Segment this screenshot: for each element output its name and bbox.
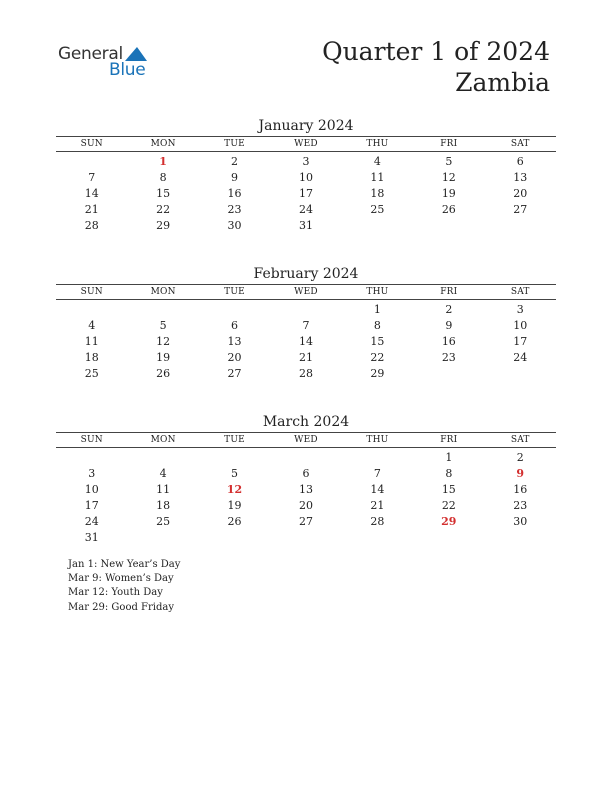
- day-cell: 30: [513, 514, 528, 528]
- day-cell: 4: [88, 318, 96, 332]
- day-cell: 6: [302, 466, 310, 480]
- weekday-label: WED: [294, 435, 318, 445]
- week-row: [56, 465, 556, 481]
- logo: [58, 44, 168, 84]
- day-cell: 6: [231, 318, 239, 332]
- logo-flag-icon: [125, 47, 147, 61]
- day-cell: 29: [156, 218, 171, 232]
- month-january: [56, 116, 556, 233]
- day-cell: 3: [88, 466, 96, 480]
- day-cell: 12: [441, 170, 456, 184]
- day-cell: 27: [227, 366, 242, 380]
- day-cell: 26: [156, 366, 171, 380]
- day-cell: 8: [445, 466, 453, 480]
- day-cell: 1: [445, 450, 453, 464]
- day-cell: 3: [302, 154, 310, 168]
- day-cell: 25: [370, 202, 385, 216]
- day-cell: 24: [84, 514, 99, 528]
- day-cell: 4: [373, 154, 381, 168]
- week-row: [56, 217, 556, 233]
- day-cell: 11: [370, 170, 385, 184]
- month-march: [56, 412, 556, 545]
- day-cell: 31: [298, 218, 313, 232]
- day-cell: 17: [513, 334, 528, 348]
- day-cell: 26: [227, 514, 242, 528]
- day-cell: 7: [302, 318, 310, 332]
- day-cell: 13: [227, 334, 242, 348]
- day-cell: 2: [231, 154, 239, 168]
- weekday-label: TUE: [224, 435, 245, 445]
- day-cell: 16: [227, 186, 242, 200]
- weekday-label: FRI: [440, 435, 458, 445]
- week-row: [56, 185, 556, 201]
- day-cell: 10: [298, 170, 313, 184]
- day-cell: 6: [516, 154, 524, 168]
- day-cell: 15: [441, 482, 456, 496]
- day-cell: 7: [88, 170, 96, 184]
- day-cell: 22: [441, 498, 456, 512]
- month-title: March 2024: [262, 414, 350, 430]
- day-cell: 1: [159, 154, 167, 168]
- day-cell: 19: [156, 350, 171, 364]
- weekday-label: FRI: [440, 139, 458, 149]
- day-cell: 13: [298, 482, 313, 496]
- day-cell: 9: [516, 466, 525, 480]
- day-cell: 12: [156, 334, 171, 348]
- day-cell: 21: [298, 350, 313, 364]
- day-cell: 24: [513, 350, 528, 364]
- day-cell: 3: [516, 302, 524, 316]
- day-cell: 8: [159, 170, 167, 184]
- week-row: [56, 333, 556, 349]
- weekday-header: [56, 136, 556, 152]
- day-cell: 26: [441, 202, 456, 216]
- day-cell: 28: [370, 514, 385, 528]
- day-cell: 20: [298, 498, 313, 512]
- day-cell: 20: [513, 186, 528, 200]
- day-cell: 20: [227, 350, 242, 364]
- month-february: [56, 264, 556, 381]
- day-cell: 10: [84, 482, 99, 496]
- day-cell: 31: [84, 530, 99, 544]
- day-cell: 23: [513, 498, 528, 512]
- holiday-item: Mar 29: Good Friday: [68, 601, 174, 613]
- day-cell: 23: [441, 350, 456, 364]
- day-cell: 27: [298, 514, 313, 528]
- weekday-label: SUN: [80, 435, 103, 445]
- month-title: February 2024: [253, 266, 359, 282]
- day-cell: 30: [227, 218, 242, 232]
- day-cell: 14: [84, 186, 99, 200]
- day-cell: 8: [373, 318, 381, 332]
- logo-text-general: General: [58, 44, 123, 64]
- month-grid: [56, 300, 556, 381]
- month-title: January 2024: [258, 118, 354, 134]
- holiday-item: Mar 9: Women’s Day: [68, 573, 174, 585]
- week-row: [56, 449, 556, 465]
- weekday-label: WED: [294, 139, 318, 149]
- weekday-label: FRI: [440, 287, 458, 297]
- weekday-label: SUN: [80, 139, 103, 149]
- page-title: [322, 36, 550, 98]
- month-grid: [56, 448, 556, 545]
- holiday-item: Mar 12: Youth Day: [68, 587, 163, 599]
- weekday-label: SAT: [510, 287, 530, 297]
- logo-text-blue: Blue: [109, 60, 146, 80]
- week-row: [56, 349, 556, 365]
- day-cell: 22: [370, 350, 385, 364]
- weekday-label: THU: [366, 435, 389, 445]
- week-row: [56, 201, 556, 217]
- week-row: [56, 481, 556, 497]
- weekday-label: MON: [150, 435, 176, 445]
- day-cell: 14: [370, 482, 385, 496]
- day-cell: 25: [84, 366, 99, 380]
- day-cell: 7: [373, 466, 381, 480]
- day-cell: 1: [373, 302, 381, 316]
- weekday-label: TUE: [224, 287, 245, 297]
- week-row: [56, 317, 556, 333]
- day-cell: 2: [445, 302, 453, 316]
- day-cell: 12: [226, 482, 243, 496]
- day-cell: 17: [84, 498, 99, 512]
- day-cell: 22: [156, 202, 171, 216]
- day-cell: 27: [513, 202, 528, 216]
- weekday-label: SUN: [80, 287, 103, 297]
- day-cell: 5: [231, 466, 239, 480]
- week-row: [56, 153, 556, 169]
- day-cell: 15: [370, 334, 385, 348]
- weekday-label: TUE: [224, 139, 245, 149]
- week-row: [56, 301, 556, 317]
- day-cell: 16: [441, 334, 456, 348]
- day-cell: 29: [370, 366, 385, 380]
- day-cell: 17: [298, 186, 313, 200]
- day-cell: 18: [156, 498, 171, 512]
- day-cell: 18: [370, 186, 385, 200]
- title-quarter: Quarter 1 of 2024: [322, 37, 550, 66]
- day-cell: 9: [445, 318, 453, 332]
- month-grid: [56, 152, 556, 233]
- day-cell: 2: [516, 450, 524, 464]
- day-cell: 13: [513, 170, 528, 184]
- day-cell: 29: [441, 514, 457, 528]
- day-cell: 25: [156, 514, 171, 528]
- day-cell: 15: [156, 186, 171, 200]
- weekday-label: WED: [294, 287, 318, 297]
- weekday-label: MON: [150, 287, 176, 297]
- weekday-header: [56, 432, 556, 448]
- weekday-label: MON: [150, 139, 176, 149]
- day-cell: 5: [445, 154, 453, 168]
- weekday-header: [56, 284, 556, 300]
- week-row: [56, 513, 556, 529]
- week-row: [56, 365, 556, 381]
- weekday-label: THU: [366, 139, 389, 149]
- day-cell: 11: [156, 482, 171, 496]
- day-cell: 11: [84, 334, 99, 348]
- day-cell: 21: [370, 498, 385, 512]
- title-country: Zambia: [455, 68, 550, 97]
- holiday-list: [68, 558, 180, 615]
- day-cell: 21: [84, 202, 99, 216]
- day-cell: 19: [441, 186, 456, 200]
- day-cell: 23: [227, 202, 242, 216]
- day-cell: 5: [159, 318, 167, 332]
- week-row: [56, 529, 556, 545]
- day-cell: 14: [298, 334, 313, 348]
- day-cell: 10: [513, 318, 528, 332]
- day-cell: 18: [84, 350, 99, 364]
- weekday-label: SAT: [510, 139, 530, 149]
- day-cell: 24: [298, 202, 313, 216]
- day-cell: 4: [159, 466, 167, 480]
- weekday-label: THU: [366, 287, 389, 297]
- day-cell: 19: [227, 498, 242, 512]
- day-cell: 16: [513, 482, 528, 496]
- weekday-label: SAT: [510, 435, 530, 445]
- day-cell: 28: [84, 218, 99, 232]
- holiday-item: Jan 1: New Year’s Day: [68, 559, 181, 570]
- week-row: [56, 169, 556, 185]
- day-cell: 9: [231, 170, 239, 184]
- week-row: [56, 497, 556, 513]
- day-cell: 28: [298, 366, 313, 380]
